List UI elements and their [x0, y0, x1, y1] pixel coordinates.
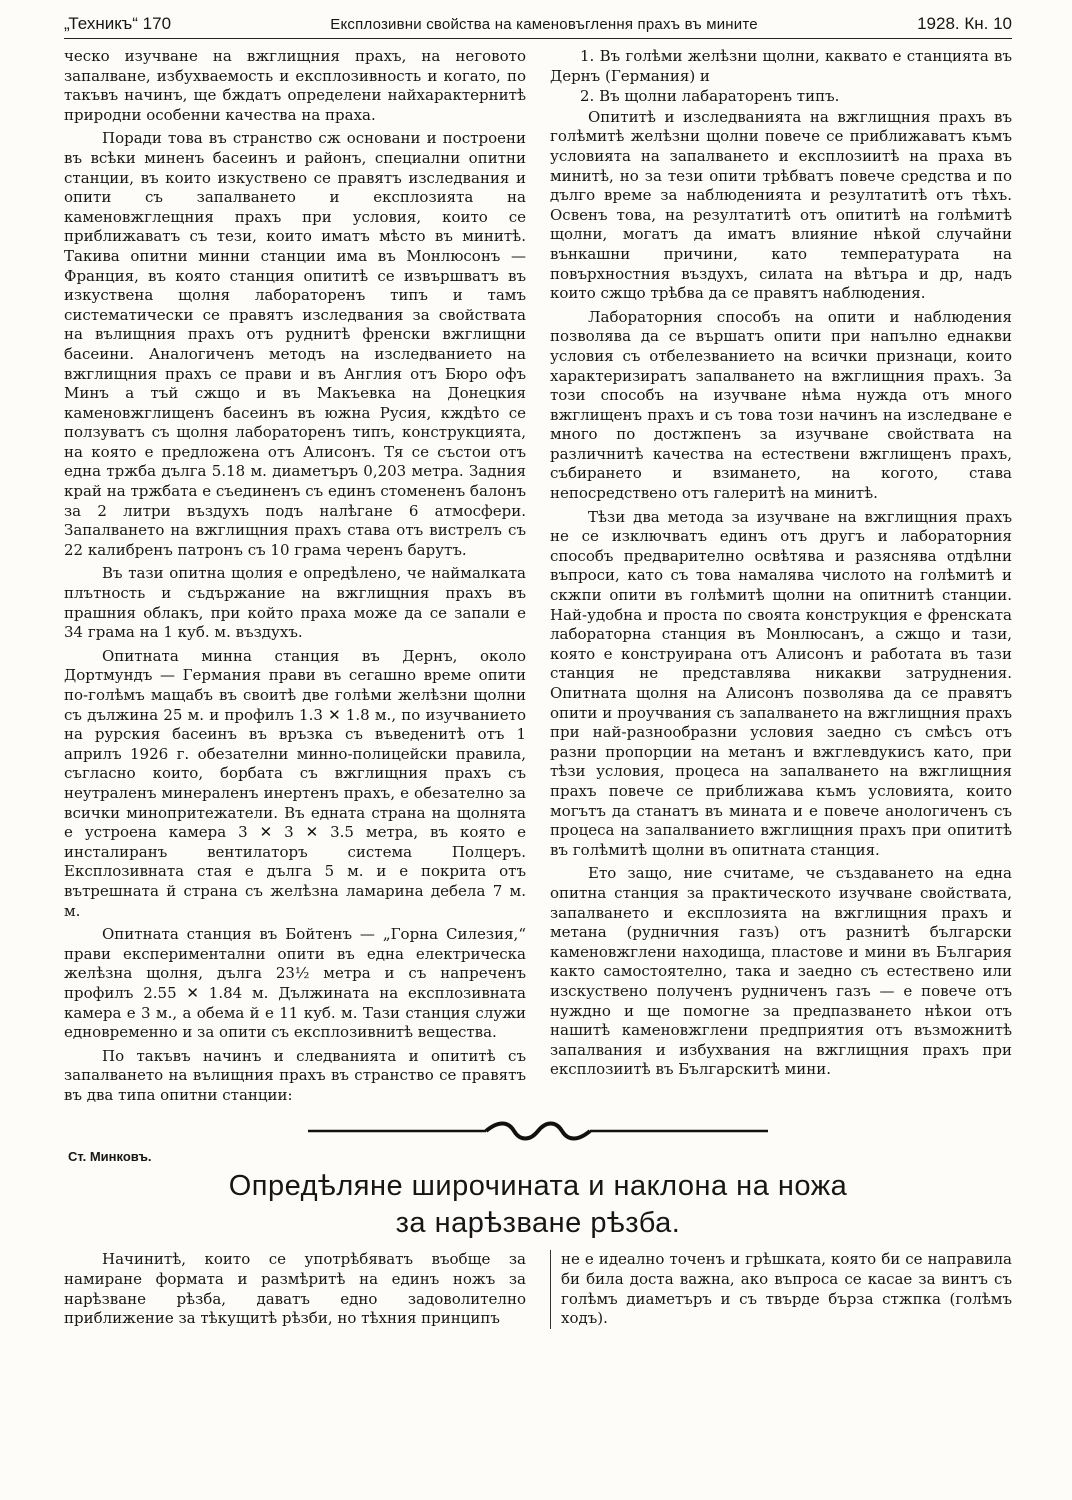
article-2-title-line-2: за нарѣзване рѣзба. — [395, 1207, 681, 1240]
ornament-divider — [64, 1119, 1012, 1143]
paragraph: ческо изучване на вжглищния прахъ, на неговото запалване, избухваемость и експлозивность и когато, по такъвъ начинъ, ще бждатъ определени найхарактернитѣ природни особенни качества на праха. — [64, 47, 526, 124]
paragraph: Въ тази опитна щолия е опредѣлено, че наймалката плътность и съдържание на вжглищния прахъ въ прашния облакъ, при който праха може да се запали е 34 грама на 1 куб. м. въздухъ. — [64, 564, 526, 642]
list-item: 2. Въ щолни лабараторенъ типъ. — [580, 87, 840, 106]
list-item: 1. Въ голѣми желѣзни щолни, каквато е станцията въ Дернъ (Германия) и — [550, 47, 1012, 85]
paragraph: По такъвъ начинъ и следванията и опититѣ съ запалването на вълищния прахъ въ странство се правятъ въ два типа опитни станции: — [64, 1046, 526, 1104]
header-year-issue: 1928. Кн. 10 — [917, 14, 1012, 33]
column-right — [550, 47, 1012, 1109]
article-2-author: Ст. Минковъ. — [68, 1149, 152, 1165]
column-left — [64, 47, 526, 1109]
article-1-body — [64, 47, 1012, 1109]
paragraph: Ето защо, ние считаме, че създаването на една опитна станция за практическото изучване свойствата, запалването и експлозията на вжглищния прахъ и метана (рудничния газъ) отъ разнитѣ български каменовжглени находища, пластове и мини въ България както самостоятелно, така и заедно съ естествено или изскуствено полученъ рудниченъ газъ — е повече отъ нуждно и ще помогне за предпазването нѣкои отъ нашитѣ каменовжглени предприятия отъ възможнитѣ запалвания и избухвания на вжглищния прахъ при експлозиитѣ въ Българскитѣ мини. — [550, 864, 1012, 1079]
running-header — [64, 14, 1012, 39]
article-2-title — [64, 1168, 1012, 1242]
paragraph: Опититѣ и изследванията на вжглищния прахъ въ голѣмитѣ желѣзни щолни повече се приближаватъ къмъ условията на запалването и експлозиитѣ на праха въ минитѣ, но за тези опити трѣбватъ повече средства и по дълго време за наблюденията и резултатитѣ отъ тѣхъ. Освенъ това, на резултатитѣ отъ опититѣ на голѣмитѣ щолни, могатъ да иматъ влияние нѣкой случайни вънкашни причини, като температурата на повърхностния въздухъ, силата на вѣтъра и др, надъ които сжщо трѣбва да се правятъ наблюдения. — [550, 107, 1012, 303]
paragraph: Тѣзи два метода за изучване на вжглищния прахъ не се изключватъ единъ отъ другъ и лабораторния способъ предварително освѣтява и разяснява отдѣлни въпроси, като съ това намалява числото на голѣмитѣ и скжпи опити въ голѣмитѣ щолни на опитнитѣ станции. Най-удобна и проста по своята конструкция е френската лабораторна станция въ Монлюсанъ, а сжщо и тази, която е конструирана отъ Алисонъ и работата въ тази станция не представлява никакви затруднения. Опитната щолня на Алисонъ позволява да се правятъ опити и проучвания съ запалването на вжглищния прахъ при най-разнообразни условия заедно съ смѣсъ отъ разни пропорции на метанъ и вжглевдукисъ като, при тѣзи условия, процеса на запалването на вжглищния прахъ повече се приближава къмъ условията, които могътъ да станатъ въ мината и е повече анологиченъ съ процеса на запалванието вжглищния прахъ при опититѣ въ голѣмитѣ щолни въ опитната станция. — [550, 507, 1012, 859]
article-2-column-right — [550, 1250, 1012, 1328]
header-article-title: Експлозивни свойства на каменовъглення прахъ въ мините — [330, 16, 758, 33]
article-2-title-line-1: Опредѣляне широчината и наклона на ножа — [228, 1170, 848, 1203]
ornament-divider-icon — [308, 1119, 768, 1143]
paragraph: не е идеално точенъ и грѣшката, която би се направила би била доста важна, ако въпроса се касае за винтъ съ голѣмъ диаметъръ и съ твърде бърза стжпка (голѣмъ ходъ). — [561, 1250, 1012, 1328]
paragraph: Опитната станция въ Бойтенъ — „Горна Силезия,“ прави експериментални опити въ една електрическа желѣзна щолня, дълга 23½ метра и съ напреченъ профилъ 2.55 ✕ 1.84 м. Дължината на експлозивната камера е 3 м., а обема й е 11 куб. м. Тази станция служи едновременно и за опити съ експлозивнитѣ вещества. — [64, 925, 526, 1042]
header-journal-page: „Техникъ“ 170 — [64, 14, 172, 33]
article-2-body — [64, 1250, 1012, 1328]
paragraph: Поради това въ странство сж основани и построени въ всѣки миненъ басеинъ и районъ, специални опитни станции, въ които изкуствено се правятъ изследвания и опити съ запалването и експлозията на каменовжглещния прахъ при условия, които се приближаватъ съ тези, които иматъ мѣсто въ минитѣ. Такива опитни минни станции има въ Монлюсонъ — Франция, въ която станция опититѣ се извършватъ въ изкуствена щолня лабораторенъ типъ и тамъ систематически се правятъ изследвания за свойствата на вълищния прахъ отъ руднитѣ френски вжглищни басеини. Аналогиченъ методъ на изследванието на вжглищния прахъ се прави и въ Англия отъ Бюро офъ Минъ а тъй сжщо и въ Макъевка на Донецкия каменовжглищенъ басеинъ въ южна Русия, кждѣто се ползуватъ съ щолня лабораторенъ типъ, конструкцията, на която е предложена отъ Алисонъ. Тя се състои отъ една тржба дълга 5.18 м. диаметъръ 0,203 метра. Задния край на тржбата е съединенъ съ единъ стомененъ балонъ за 2 литри въздухъ подъ налѣгане 6 атмосфери. Запалването на вжглищния прахъ става отъ вистрелъ съ 22 калибренъ патронъ съ 10 грама черенъ барутъ. — [64, 129, 526, 559]
paragraph: Лабораторния способъ на опити и наблюдения позволява да се вършатъ опити при напълно еднакви условия съ отбелезванието на всички признаци, които характеризиратъ запалването на вжглищния прахъ. За този способъ на изучване нѣма нужда отъ много вжглищенъ прахъ и съ това този начинъ на изследване е много по достжпенъ за изучване свойствата на различнитѣ качества на естествени вжглищенъ прахъ, събирането и взимането, на когото, става непосредствено отъ галеритѣ на минитѣ. — [550, 307, 1012, 503]
paragraph: Опитната минна станция въ Дернъ, около Дортмундъ — Германия прави въ сегашно време опити по-голѣмъ мащабъ въ своитѣ две голѣми желѣзни щолни съ дължина 25 м. и профилъ 1.3 ✕ 1.8 м., по изучванието на рурския басеинъ въ връзка съ въведенитѣ отъ 1 априлъ 1926 г. обезателни минно-полицейски правила, съгласно които, борбата съ вжглищния прахъ съ неутраленъ минераленъ инертенъ прахъ, е обезателно за всички минопритежатели. Въ едната страна на щолнята е устроена камера 3 ✕ 3 ✕ 3.5 метра, въ която е инсталиранъ вентилаторъ система Полцеръ. Експлозивната стая е дълга 5 м. и е покрита отъ вътрешната й страна съ желѣзна ламарина дебела 7 м. м. — [64, 646, 526, 920]
article-2-column-left — [64, 1250, 526, 1328]
paragraph: Начинитѣ, които се употрѣбяватъ въобще за намиране формата и размѣритѣ на единъ ножъ за нарѣзване рѣзба, даватъ едно задоволително приближение за тѣкущитѣ рѣзби, но тѣхния принципъ — [64, 1250, 526, 1328]
